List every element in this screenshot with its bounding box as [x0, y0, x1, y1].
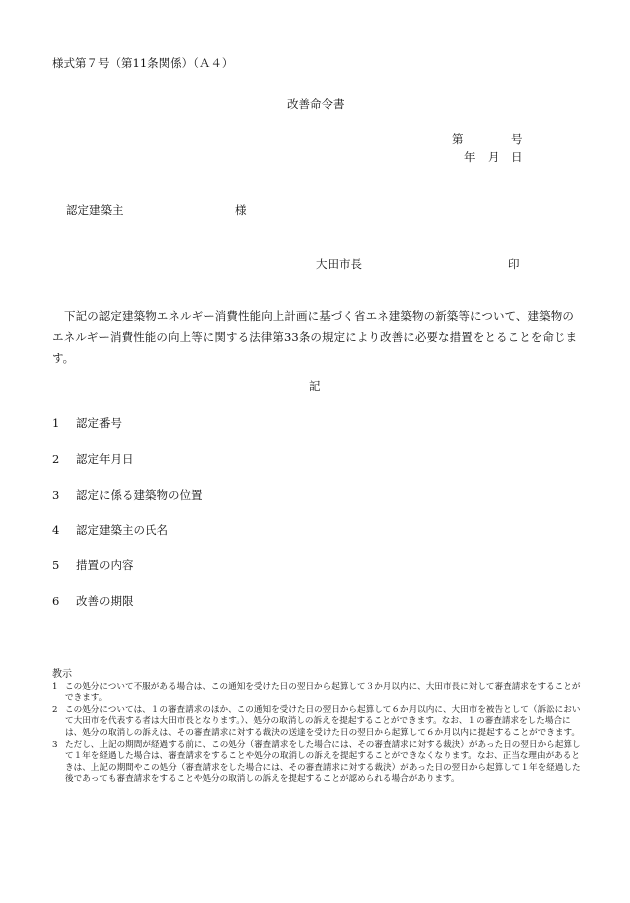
issuer-name: 大田市長	[316, 257, 362, 271]
document-title: 改善命令書	[287, 97, 345, 111]
date-day: 日	[511, 150, 523, 164]
form-label: 様式第７号（第11条関係）（Ａ４）	[52, 56, 234, 70]
addressee-label: 認定建築主	[66, 203, 124, 217]
date-year: 年	[464, 150, 476, 164]
note-entry: 3 ただし、上記の期間が経過する前に、この処分（審査請求をした場合には、その審査請求に対する裁決）があった日の翌日から起算して１年を経過した場合は、審査請求をすることや処分の取消しの訴えを提起することができなくなります。なお、正当な理由があるときは、上記の期間やこの処分（審査請求をした場合には、その審査請求に対する裁決）があった日の翌日から起算して１年を経過した後であっても審査請求をすることや処分の取消しの訴えを提起することが認められる場合があります。	[52, 739, 581, 785]
list-item: 5 措置の内容	[52, 558, 134, 572]
list-item: 4 認定建築主の氏名	[52, 523, 168, 537]
list-item: 6 改善の期限	[52, 594, 134, 608]
note-entry: 2 この処分については、１の審査請求のほか、この通知を受けた日の翌日から起算して６か月以内に、大田市を被告として（訴訟において大田市を代表する者は大田市長となります。）、処分の取消しの訴えを提起することができます。なお、１の審査請求をした場合には、処分の取消しの訴えは、その審査請求に対する裁決の送達を受けた日の翌日から起算して６か月以内に提起することができます。	[52, 704, 581, 738]
body-text: 下記の認定建築物エネルギー消費性能向上計画に基づく省エネ建築物の新築等について、建築物のエネルギー消費性能の向上等に関する法律第33条の規定により改善に必要な措置をとることを命じます。	[52, 309, 578, 365]
number-suffix: 号	[511, 132, 523, 146]
number-prefix: 第	[452, 132, 464, 146]
note-entry: 1 この処分について不服がある場合は、この通知を受けた日の翌日から起算して３か月以内に、大田市長に対して審査請求をすることができます。	[52, 681, 581, 704]
addressee-honorific: 様	[235, 203, 247, 217]
issuer-seal: 印	[508, 257, 520, 271]
instructions-notes	[52, 669, 586, 786]
notes-heading: 教示	[52, 669, 72, 680]
ki-heading: 記	[309, 379, 321, 393]
list-item: 3 認定に係る建築物の位置	[52, 488, 203, 502]
list-item: 2 認定年月日	[52, 452, 134, 466]
list-item: 1 認定番号	[52, 416, 122, 430]
date-month: 月	[488, 150, 500, 164]
